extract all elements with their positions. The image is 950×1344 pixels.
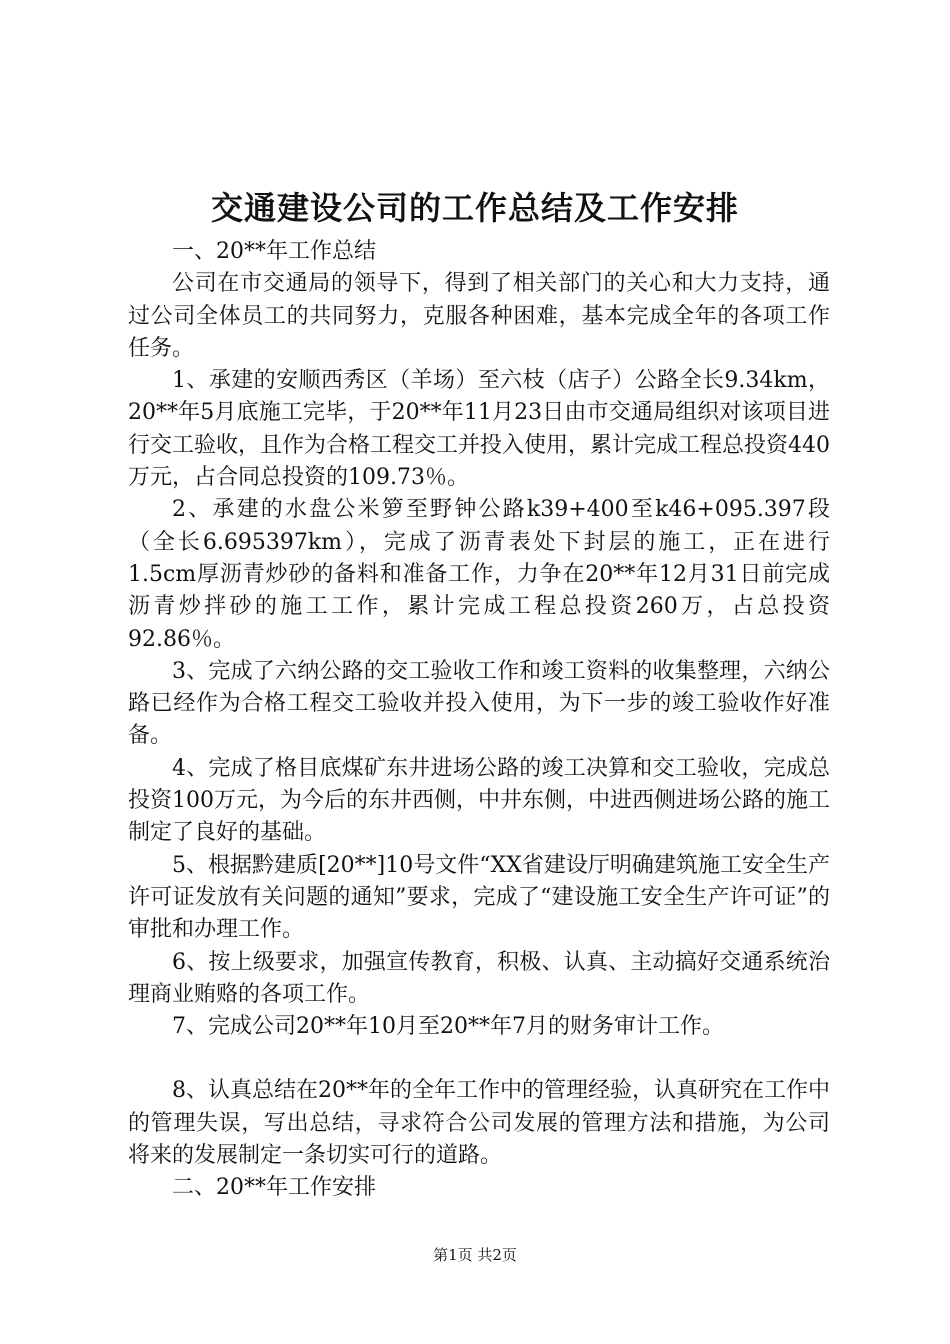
document-body bbox=[128, 236, 830, 1205]
paragraph-intro: 公司在市交通局的领导下，得到了相关部门的关心和大力支持，通过公司全体员工的共同努力，克服各种困难，基本完成全年的各项工作任务。 bbox=[128, 271, 830, 361]
section-heading-summary: 一、20**年工作总结 bbox=[172, 239, 376, 264]
page-number-footer: 第1页 共2页 bbox=[433, 1246, 517, 1264]
paragraph-item-6: 6、按上级要求，加强宣传教育，积极、认真、主动搞好交通系统治理商业贿赂的各项工作。 bbox=[128, 949, 830, 1007]
paragraph-item-7: 7、完成公司20**年10月至20**年7月的财务审计工作。 bbox=[172, 1014, 724, 1040]
section-heading-plan: 二、20**年工作安排 bbox=[172, 1175, 376, 1201]
paragraph-item-2: 2、承建的水盘公米箩至野钟公路k39+400至k46+095.397段（全长6.695397km），完成了沥青表处下封层的施工，正在进行1.5cm厚沥青炒砂的备料和准备工作，力争在20**年12月31日前完成沥青炒拌砂的施工工作，累计完成工程总投资260万，占总投资92.86％。 bbox=[128, 497, 830, 652]
paragraph-item-3: 3、完成了六纳公路的交工验收工作和竣工资料的收集整理，六纳公路已经作为合格工程交工验收并投入使用，为下一步的竣工验收作好准备。 bbox=[128, 658, 830, 749]
paragraph-item-5: 5、根据黔建质[20**]10号文件“XX省建设厅明确建筑施工安全生产许可证发放有关问题的通知”要求，完成了“建设施工安全生产许可证”的审批和办理工作。 bbox=[128, 852, 830, 943]
paragraph-item-1: 1、承建的安顺西秀区（羊场）至六枝（店子）公路全长9.34km，20**年5月底施工完毕，于20**年11月23日由市交通局组织对该项目进行交工验收，且作为合格工程交工并投入使用，累计完成工程总投资440万元，占合同总投资的109.73％。 bbox=[128, 368, 830, 491]
paragraph-item-8: 8、认真总结在20**年的全年工作中的管理经验，认真研究在工作中的管理失误，写出总结，寻求符合公司发展的管理方法和措施，为公司将来的发展制定一条切实可行的道路。 bbox=[128, 1078, 830, 1169]
paragraph-item-4: 4、完成了格目底煤矿东井进场公路的竣工决算和交工验收，完成总投资100万元，为今后的东井西侧，中井东侧，中进西侧进场公路的施工制定了良好的基础。 bbox=[128, 755, 830, 846]
document-title: 交通建设公司的工作总结及工作安排 bbox=[210, 189, 739, 227]
